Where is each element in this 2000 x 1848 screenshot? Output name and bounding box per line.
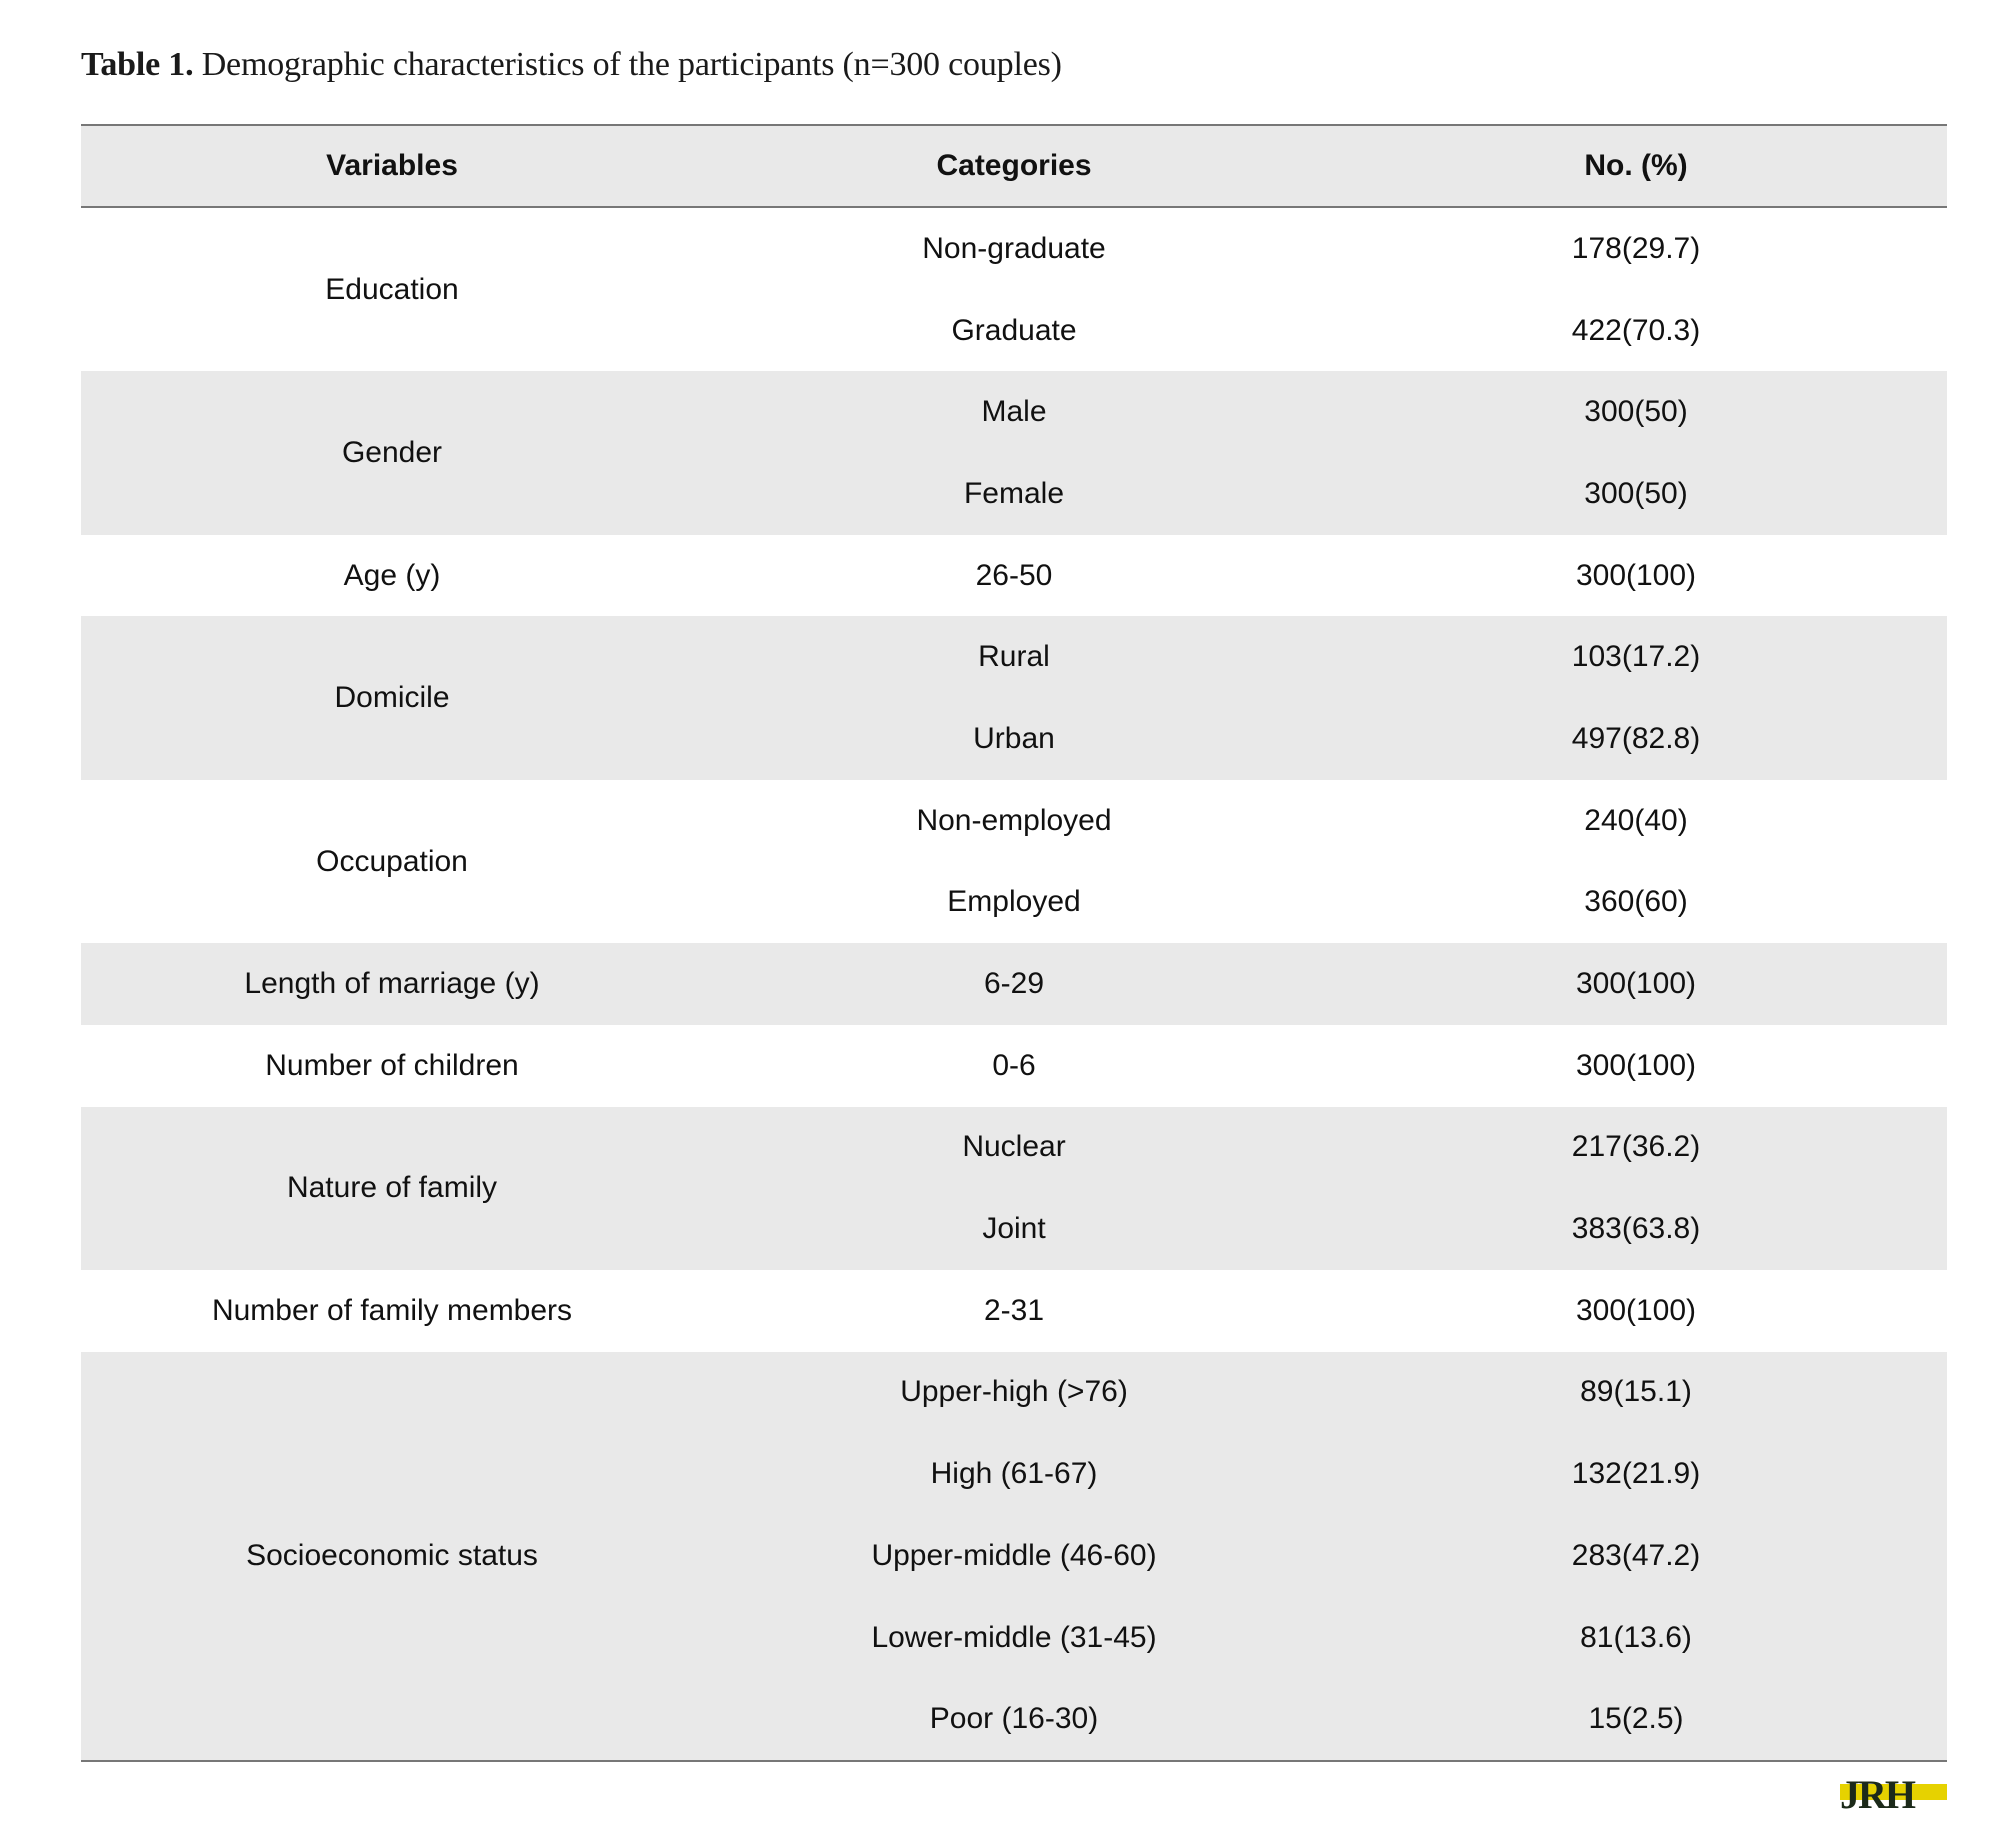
cell-category: 0-6 [992,1048,1036,1082]
cell-count-percent: 497(82.8) [1325,698,1947,780]
header-categories: Categories [703,125,1325,207]
table-row [81,616,1947,698]
cell-count-percent: 132(21.9) [1325,1433,1947,1515]
header-variables: Variables [81,125,703,207]
cell-variable: Age (y) [343,558,441,592]
table-row [81,371,1947,453]
cell-category: High (61-67) [703,1433,1325,1515]
cell-count-percent: 178(29.7) [1571,231,1701,265]
cell-category: 26-50 [975,558,1053,592]
cell-count-percent: 240(40) [1584,803,1688,837]
table-row [81,535,1947,617]
table-row [81,207,1947,290]
cell-variable: Occupation [316,844,468,878]
table-caption [81,46,1062,84]
cell-category: Upper-high (>76) [703,1352,1325,1434]
cell-count-percent: 422(70.3) [1571,313,1701,347]
cell-category: Non-graduate [922,231,1106,265]
cell-category: Nuclear [703,1107,1325,1189]
cell-count-percent: 300(50) [1325,453,1947,535]
cell-category: Urban [703,698,1325,780]
cell-variable: Nature of family [81,1107,703,1270]
cell-variable: Length of marriage (y) [81,943,703,1025]
cell-count-percent: 89(15.1) [1325,1352,1947,1434]
cell-category: Employed [947,885,1081,919]
table-row [81,780,1947,862]
table-header-row [81,125,1947,207]
cell-category: Joint [703,1188,1325,1270]
cell-count-percent: 300(100) [1575,1293,1697,1327]
cell-count-percent: 103(17.2) [1325,616,1947,698]
cell-category: 2-31 [983,1293,1045,1327]
caption-text: Demographic characteristics of the participants (n=300 couples) [193,46,1062,83]
logo-text: JRH [1840,1776,1914,1814]
cell-count-percent: 283(47.2) [1325,1515,1947,1597]
cell-count-percent: 300(100) [1325,943,1947,1025]
cell-category: 6-29 [703,943,1325,1025]
cell-count-percent: 81(13.6) [1325,1597,1947,1679]
cell-count-percent: 383(63.8) [1325,1188,1947,1270]
table-row [81,1352,1947,1434]
table-row [81,1025,1947,1107]
cell-count-percent: 15(2.5) [1325,1678,1947,1761]
demographics-table [81,124,1947,1762]
table-row [81,1270,1947,1352]
cell-category: Male [703,371,1325,453]
cell-variable: Gender [81,371,703,534]
cell-count-percent: 217(36.2) [1325,1107,1947,1189]
cell-category: Rural [703,616,1325,698]
cell-count-percent: 300(100) [1575,1048,1697,1082]
journal-logo [1840,1776,1947,1814]
cell-variable: Domicile [81,616,703,779]
cell-variable: Socioeconomic status [81,1352,703,1761]
table-row [81,943,1947,1025]
cell-category: Female [703,453,1325,535]
caption-label: Table 1. [81,46,194,83]
cell-variable: Number of children [265,1048,519,1082]
cell-count-percent: 300(100) [1575,558,1697,592]
cell-count-percent: 360(60) [1584,885,1688,919]
cell-category: Upper-middle (46-60) [703,1515,1325,1597]
cell-category: Non-employed [916,803,1112,837]
cell-category: Graduate [951,313,1077,347]
cell-category: Lower-middle (31-45) [703,1597,1325,1679]
table-body [81,207,1947,1761]
cell-variable: Number of family members [211,1293,573,1327]
table-row [81,1107,1947,1189]
cell-variable: Education [325,272,459,306]
cell-category: Poor (16-30) [703,1678,1325,1761]
cell-count-percent: 300(50) [1325,371,1947,453]
header-count-percent: No. (%) [1325,125,1947,207]
